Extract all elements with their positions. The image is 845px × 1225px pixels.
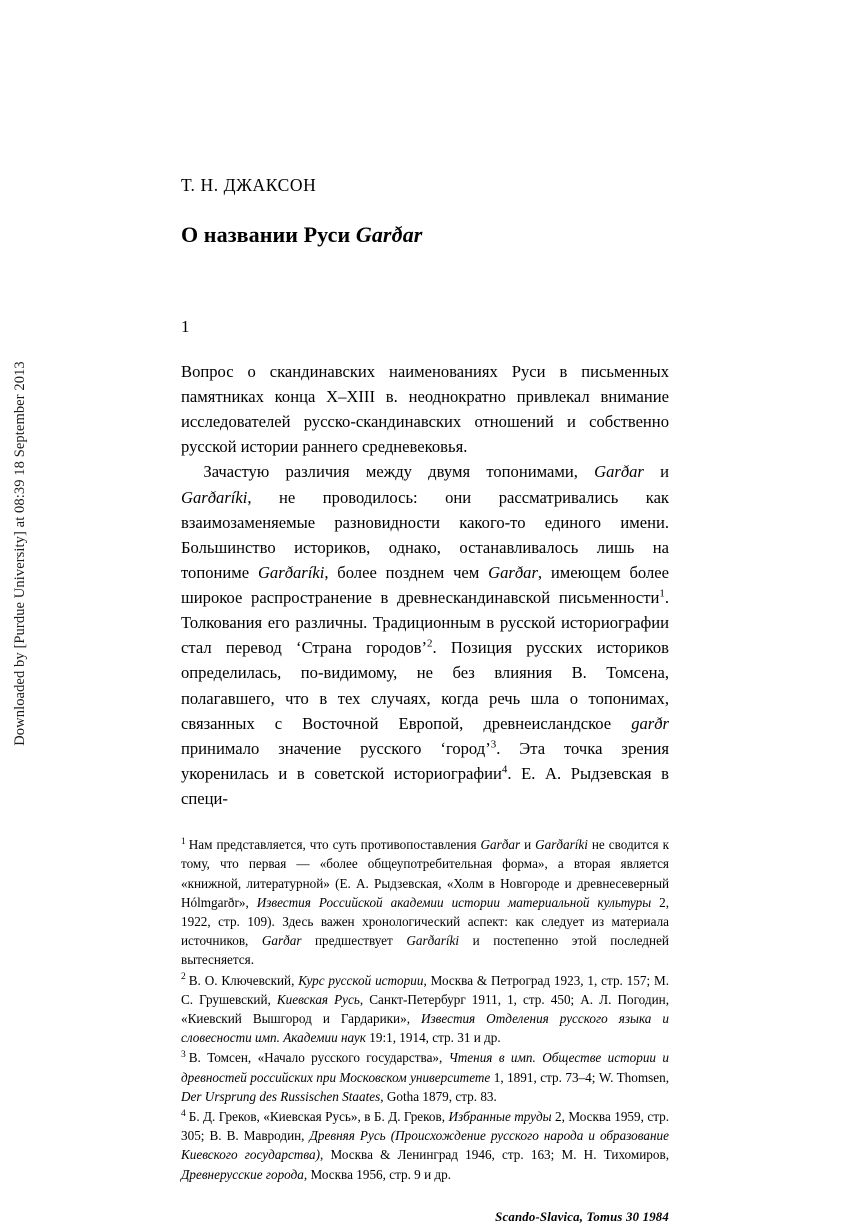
paragraph-2 [181,459,669,811]
p2-segment-10: . Е. А. Рыдзевская в специ- [181,763,669,809]
footnote-3-segment-3: , Gotha 1879, стр. 83. [380,1088,497,1104]
footnote-1-segment-4: 2, 1922, стр. 109). Здесь важен хронологический аспект: как следует из материала источников, [181,894,669,949]
p2-segment-4: , более позднем чем [324,562,489,582]
footnote-2-segment-4: 19:1, 1914, стр. 31 и др. [365,1030,501,1046]
footnote-1-italic-5: Garðaríki [406,933,460,949]
footnote-3-italic-2: Der Ursprung des Russischen Staates [181,1088,381,1104]
footnote-4-segment-3: , Москва & Ленинград 1946, стр. 163; М. Н. Тихомиров, [319,1147,670,1163]
p2-toponym-gardar-1: Garðar [594,462,644,482]
download-watermark [0,0,40,1107]
p2-segment-2: и [643,462,669,482]
footnote-1-segment-6: и постепенно этой последней вытесняется. [181,933,669,968]
footnote-1-marker: 1 [181,836,186,847]
p2-segment-8: принимало значение русского ‘город’ [181,738,491,758]
footnote-ref-2[interactable]: 2 [426,637,433,650]
page-title [181,221,669,249]
footnote-2-segment-1: В. О. Ключевский, [188,972,299,988]
p2-word-gardr: garðr [631,713,669,733]
footnote-ref-4[interactable]: 4 [501,763,508,776]
footnote-1-segment-5: предшествует [301,933,407,949]
footnote-4-marker: 4 [181,1108,186,1119]
footnote-2-italic-3: Известия Отделения русского языка и словесности имп. Академии наук [181,1010,669,1046]
footnote-1-italic-1: Garðar [480,837,521,853]
footnote-4 [181,1107,669,1184]
footnote-ref-1[interactable]: 1 [659,587,665,600]
p2-toponym-gardar-2: Garðar [488,562,538,582]
download-watermark-text: Downloaded by [Purdue University] at 08:39 18 September 2013 [11,361,28,746]
p2-segment-1: Зачастую различия между двумя топонимами, [203,462,595,482]
p2-segment-7: . Позиция русских историков определилась, по-видимому, не без влияния В. Томсена, полагавшего, что в тех случаях, когда речь шла о топонимах, связанных с Восточной Европой, древнеисландское [181,638,669,733]
footnote-4-segment-2: 2, Москва 1959, стр. 305; В. В. Мавродин, [181,1108,670,1144]
author-name: Т. Н. ДЖАКСОН [181,175,317,195]
footnote-3-italic-1: Чтения в имп. Обществе истории и древностей российских при Московском университете [181,1050,669,1085]
section-number: 1 [181,316,190,336]
footnote-1-italic-2: Garðaríki [535,837,588,853]
footnote-1-italic-3: Известия Российской академии истории материальной культуры [256,894,652,910]
footnote-2 [181,971,669,1048]
p2-segment-9: . Эта точка зрения укоренилась и в советской историографии [181,738,670,783]
footnote-2-italic-1: Курс русской истории [298,972,424,988]
footnote-4-italic-3: Древнерусские города [181,1166,304,1182]
paragraph-1: Вопрос о скандинавских наименованиях Руси в письменных памятниках конца X–XIII в. неоднократно привлекал внимание исследователей русско-скандинавских отношений и собственно русской истории раннего средневековья. [181,361,669,457]
footnote-1-segment-1: Нам представляется, что суть противопоставления [188,837,481,853]
p2-toponym-gardariki-2: Garðaríki [257,562,325,582]
footnote-1 [181,835,669,969]
p2-segment-6: . Толкования его различны. Традиционным в русской историографии стал перевод ‘Страна городов’ [181,588,669,658]
footnote-1-italic-4: Garðar [261,933,302,949]
p2-toponym-gardariki-1: Garðaríki [181,487,248,507]
footnotes-block [181,835,669,1184]
footnote-4-italic-2: Древняя Русь (Происхождение русского народа и образование Киевского государства) [181,1128,669,1163]
body-text [181,359,669,811]
p2-segment-3: , не проводилось: они рассматривались как взаимозаменяемые разновидности какого-то единого имени. Большинство историков, однако, останавливалось лишь на топониме [181,487,669,582]
footnote-3 [181,1048,669,1106]
footnote-3-segment-2: 1, 1891, стр. 73–4; W. Thomsen, [490,1069,669,1085]
footnote-2-segment-3: , Санкт-Петербург 1911, 1, стр. 450; А. Л. Погодин, «Киевский Вышгород и Гардарики», [181,991,670,1026]
footnote-1-segment-2: и [520,837,536,853]
footnote-2-italic-2: Киевская Русь [276,991,360,1007]
journal-citation-footer: Scando-Slavica, Tomus 30 1984 [495,1209,669,1224]
p2-segment-5: , имеющем более широкое распространение в древнескандинавской письменности [181,562,669,608]
footnote-3-segment-1: В. Томсен, «Начало русского государства», [188,1050,449,1066]
footnote-4-italic-1: Избранные труды [448,1108,552,1124]
footnote-4-segment-1: Б. Д. Греков, «Киевская Русь», в Б. Д. Греков, [188,1108,449,1124]
footnote-3-marker: 3 [181,1049,186,1060]
footnote-2-segment-2: , Москва & Петроград 1923, 1, стр. 157; М. С. Грушевский, [181,972,669,1007]
footnote-1-segment-3: не сводится к тому, что первая — «более общеупотребительная форма», а вторая является «книжной, литературной» (Е. А. Рыдзевская, «Холм в Новгороде и древнесеверный Hólmgarðr», [181,837,669,910]
footnote-ref-3[interactable]: 3 [490,738,497,751]
footnote-2-marker: 2 [181,972,186,983]
title-cyrillic-part: О названии Руси [181,222,356,247]
footnote-4-segment-4: , Москва 1956, стр. 9 и др. [303,1166,452,1182]
title-latin-part: Garðar [355,222,423,247]
text-column [181,0,669,1225]
